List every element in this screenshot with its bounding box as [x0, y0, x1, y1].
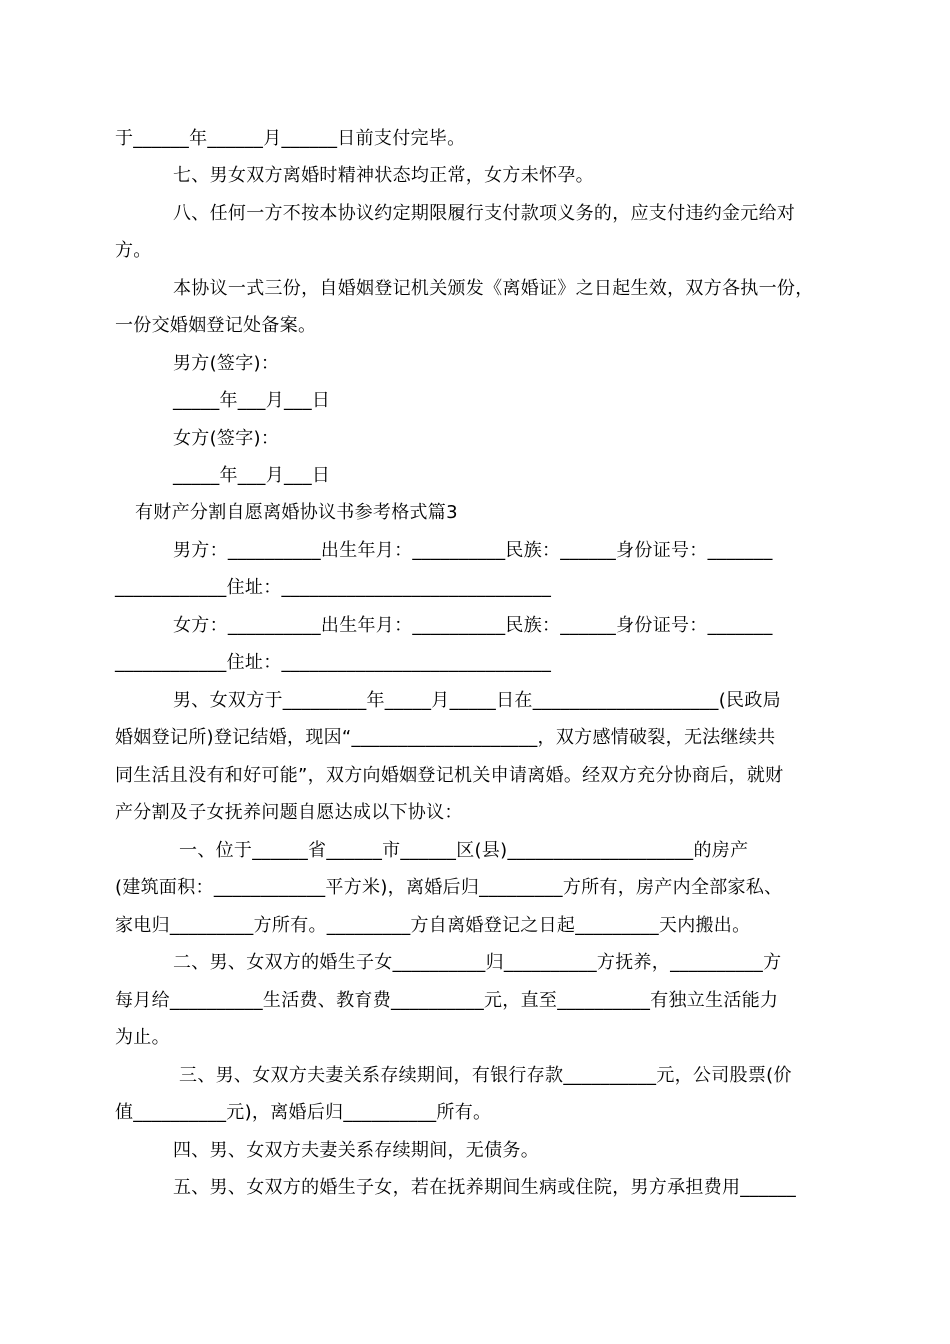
text-line-clause-1: 一、位于______省______市______区(县)____________________的房产 [173, 840, 749, 861]
text-line-female-info: 女方：__________出生年月：__________民族：______身份证号：_______ [173, 615, 773, 636]
text-line-male-address: ____________住址：_____________________________ [115, 577, 552, 598]
text-line-effect-cont: 一份交婚姻登记处备案。 [115, 315, 317, 336]
text-line-clause-4: 四、男、女双方夫妻关系存续期间，无债务。 [173, 1140, 539, 1161]
text-line-clause-2-support: 每月给__________生活费、教育费__________元，直至__________有独立生活能力 [115, 990, 779, 1011]
text-line-female-address: ____________住址：_____________________________ [115, 652, 552, 673]
text-line-clause-7: 七、男女双方离婚时精神状态均正常，女方未怀孕。 [173, 165, 594, 186]
text-line-marriage-intro: 男、女双方于_________年_____月_____日在____________________(民政局 [173, 690, 781, 711]
text-line-clause-2-end: 为止。 [115, 1027, 170, 1048]
signature-label-female: 女方(签字)： [173, 428, 280, 449]
text-line-clause-3: 三、男、女双方夫妻关系存续期间，有银行存款__________元，公司股票(价 [173, 1065, 792, 1086]
signature-date-male: _____年___月___日 [173, 390, 331, 411]
text-line-clause-2: 二、男、女双方的婚生子女__________归__________方抚养，__________方 [173, 952, 782, 973]
text-line-marriage-reason: 婚姻登记所)登记结婚，现因“____________________，双方感情破裂，无法继续共 [115, 727, 776, 748]
section-title: 有财产分割自愿离婚协议书参考格式篇3 [135, 502, 458, 523]
text-line-agreement-intro: 产分割及子女抚养问题自愿达成以下协议： [115, 802, 463, 823]
signature-date-female: _____年___月___日 [173, 465, 331, 486]
text-line-clause-5: 五、男、女双方的婚生子女，若在抚养期间生病或住院，男方承担费用______ [173, 1177, 797, 1198]
text-line-clause-8: 八、任何一方不按本协议约定期限履行支付款项义务的，应支付违约金元给对 [173, 203, 796, 224]
text-line-clause-8-cont: 方。 [115, 240, 152, 261]
text-line-clause-1-area: (建筑面积：____________平方米)，离婚后归_________方所有，房产内全部家私、 [115, 877, 783, 898]
text-line-payment-deadline: 于______年______月______日前支付完毕。 [115, 128, 466, 149]
text-line-male-info: 男方：__________出生年月：__________民族：______身份证号：_______ [173, 540, 773, 561]
text-line-effect: 本协议一式三份，自婚姻登记机关颁发《离婚证》之日起生效，双方各执一份， [173, 278, 814, 299]
text-line-clause-3-value: 值__________元)，离婚后归__________所有。 [115, 1102, 492, 1123]
text-line-marriage-application: 同生活且没有和好可能”，双方向婚姻登记机关申请离婚。经双方充分协商后，就财 [115, 765, 784, 786]
text-line-clause-1-appliances: 家电归_________方所有。_________方自离婚登记之日起_________天内搬出。 [115, 915, 751, 936]
signature-label-male: 男方(签字)： [173, 353, 280, 374]
